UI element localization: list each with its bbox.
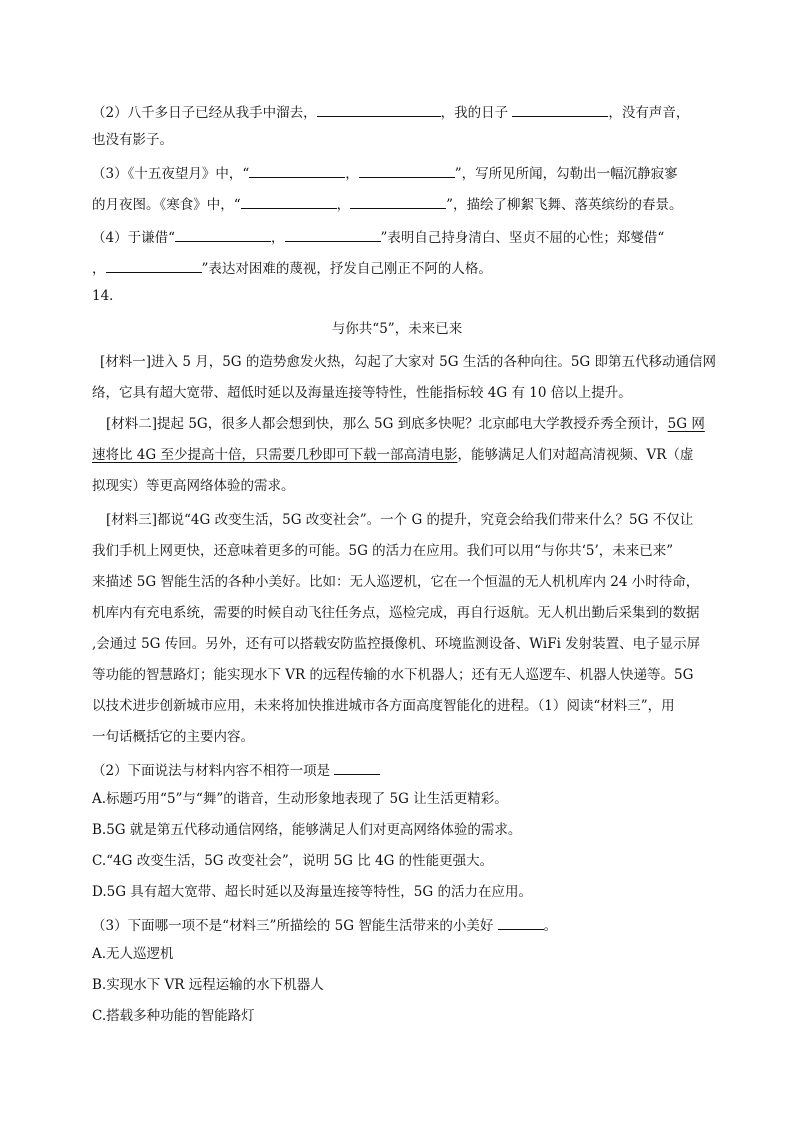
answer-blank[interactable] [241, 196, 337, 209]
material-2-line [92, 449, 693, 463]
material-3-line: ,会通过 5G 传回。另外，还有可以搭载安防监控摄像机、环境监测设备、WiFi 发射装置、电子显示屏 [92, 636, 701, 652]
answer-blank[interactable] [498, 917, 544, 930]
q13-p4-text-b: ， [271, 230, 285, 246]
answer-blank[interactable] [249, 165, 345, 178]
material-3-line: 来描述 5G 智能生活的各种小美好。比如：无人巡逻机，它在一个恒温的无人机机库内 24 小时待命， [92, 574, 700, 590]
sub-question-2-stem: （2）下面说法与材料内容不相符一项是 [92, 763, 331, 779]
material-3-line: 一句话概括它的主要内容。 [92, 729, 254, 745]
answer-blank[interactable] [106, 260, 202, 273]
material-3-line: 以技术进步创新城市应用，未来将加快推进城市各方面高度智能化的进程。（1）阅读“材料三”，用 [92, 698, 675, 714]
q13-p4-text-e: ”表达对困难的蔑视，抒发自己刚正不阿的人格。 [201, 261, 492, 277]
q13-p4-text-c: ”表明自己持身清白、坚贞不屈的心性；郑燮借“ [380, 230, 665, 246]
material-2-text: ，能够满足人们对超高清视频、VR（虚 [457, 447, 694, 463]
q13-p4-line2 [92, 260, 492, 277]
material-3-line: 机库内有充电系统，需要的时候自动飞往任务点，巡检完成，再自行返航。无人机出勤后采集到的数据 [92, 605, 700, 621]
material-3-line: 等功能的智慧路灯；能实现水下 VR 的远程传输的水下机器人；还有无人巡逻车、机器人快递等。5G [92, 667, 694, 683]
q13-p2-line1 [92, 104, 689, 121]
material-1-line: 络，它具有超大宽带、超低时延以及海量连接等特性，性能指标较 4G 有 10 倍以上提升。 [92, 385, 632, 401]
sub-question-2 [92, 762, 380, 779]
q13-p2-text-b: ，我的日子 [440, 105, 509, 121]
material-3-line: 我们手机上网更快，还意味着更多的可能。5G 的活力在应用。我们可以用“与你共‘5’，未来已来” [92, 543, 674, 559]
q13-p2-text-a: （2）八千多日子已经从我手中溜去， [92, 105, 317, 121]
material-2-text: [材料二]提起 5G，很多人都会想到快，那么 5G 到底多快呢？北京邮电大学教授乔秀全预计， [106, 416, 668, 432]
q13-p3-text-c: ”，写所见所闻，勾勒出一幅沉静寂寥 [454, 166, 678, 182]
answer-blank[interactable] [350, 196, 446, 209]
q13-p3-line2 [92, 196, 683, 213]
option-a: A.无人巡逻机 [92, 946, 174, 962]
option-c: C.“4G 改变生活，5G 改变社会”，说明 5G 比 4G 的性能更强大。 [92, 853, 494, 869]
option-d: D.5G 具有超大宽带、超长时延以及海量连接等特性，5G 的活力在应用。 [92, 884, 532, 900]
answer-blank[interactable] [512, 104, 608, 117]
sub-question-3-end: 。 [543, 918, 558, 934]
q13-p4-text-a: （4）于谦借“ [92, 230, 175, 246]
question-number: 14． [92, 288, 123, 304]
q13-p3-line1 [92, 165, 678, 182]
q13-p3-text-b: ， [345, 166, 359, 182]
q13-p3-text-e: ， [336, 197, 351, 213]
answer-blank[interactable] [175, 229, 271, 242]
option-b: B.实现水下 VR 远程运输的水下机器人 [92, 977, 324, 993]
answer-blank[interactable] [285, 229, 381, 242]
q13-p3-text-d: 的月夜图。《寒食》中，“ [92, 197, 241, 213]
option-b: B.5G 就是第五代移动通信网络，能够满足人们对更高网络体验的需求。 [92, 822, 522, 838]
answer-blank[interactable] [359, 165, 455, 178]
q13-p3-text-a: （3）《十五夜望月》中，“ [92, 166, 250, 182]
option-a: A.标题巧用“5”与“舞”的谐音，生动形象地表现了 5G 让生活更精彩。 [92, 791, 508, 807]
option-c: C.搭载多种功能的智能路灯 [92, 1008, 255, 1024]
material-2-line: 拟现实）等更高网络体验的需求。 [92, 478, 295, 494]
underlined-text: 速将比 4G 至少提高十倍，只需要几秒即可下载一部高清电影 [92, 447, 458, 463]
material-1-line: [材料一]进入 5 月，5G 的造势愈发火热，勾起了大家对 5G 生活的各种向往。5G 即第五代移动通信网 [100, 354, 716, 370]
answer-blank[interactable] [334, 762, 380, 775]
passage-title: 与你共“5”，未来已来 [331, 321, 463, 337]
q13-p3-text-f: ”，描绘了柳絮飞舞、落英缤纷的春景。 [446, 197, 683, 213]
material-3-line: [材料三]都说“4G 改变生活，5G 改变社会”。一个 G 的提升，究竟会给我们带来什么？5G 不仅让 [106, 512, 694, 528]
sub-question-3-stem: （3）下面哪一项不是“材料三”所描绘的 5G 智能生活带来的小美好 [92, 918, 494, 934]
q13-p4-line1 [92, 229, 664, 246]
sub-question-3 [92, 917, 557, 934]
q13-p4-text-d: ， [92, 261, 106, 277]
material-2-line [106, 418, 705, 432]
q13-p2-text-c: ，没有声音， [608, 105, 690, 121]
answer-blank[interactable] [317, 104, 441, 117]
underlined-text: 5G 网 [667, 416, 705, 432]
q13-p2-line2: 也没有影子。 [92, 132, 173, 148]
